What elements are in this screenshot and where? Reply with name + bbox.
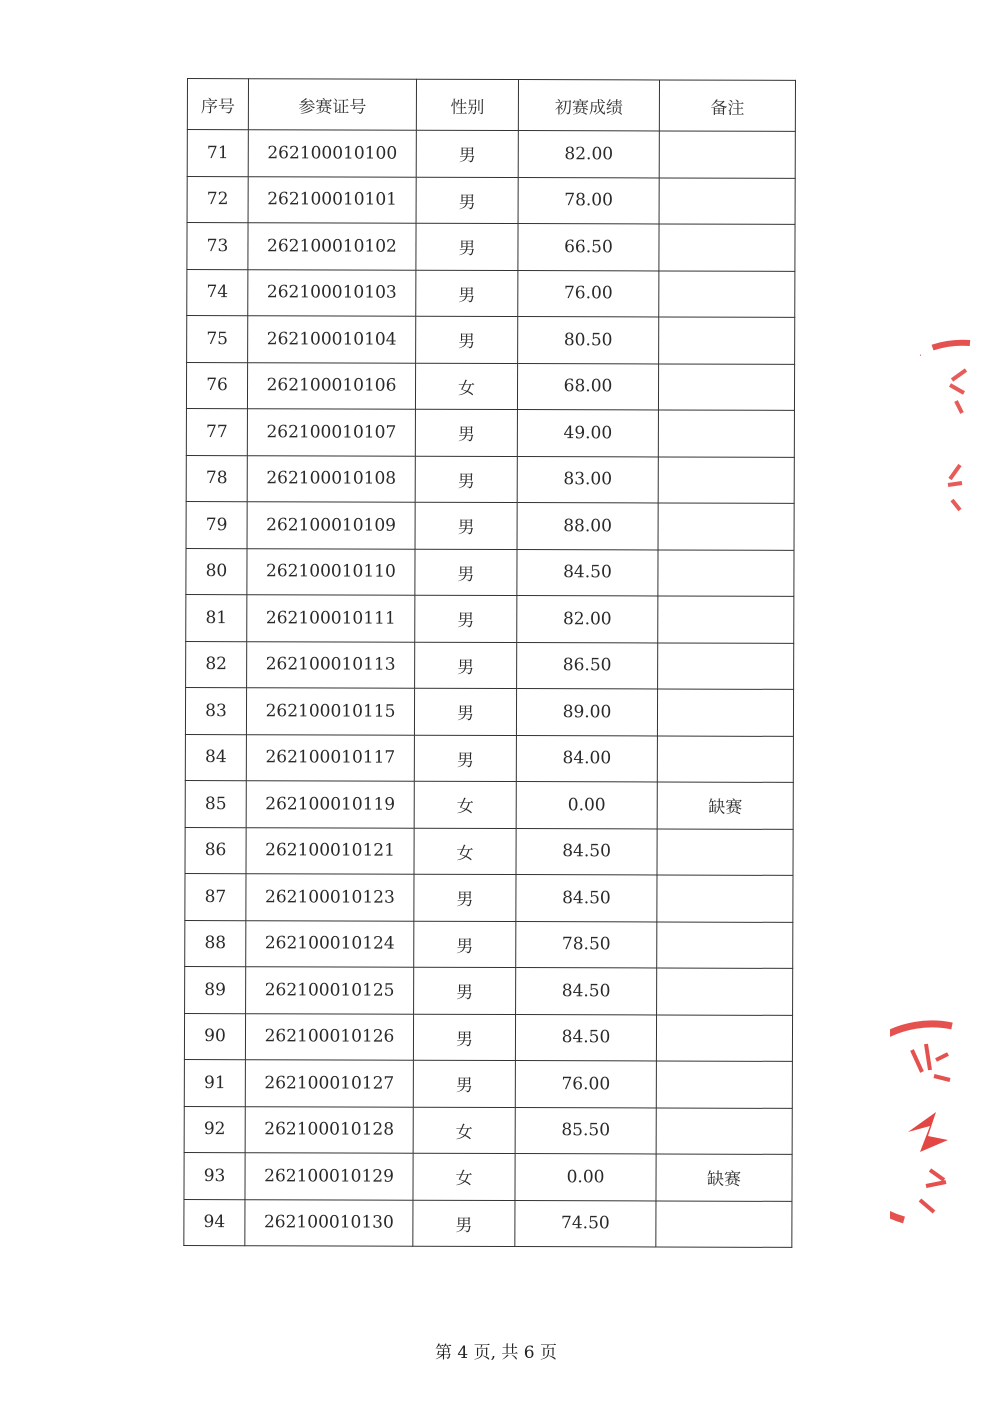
cell-ticket-number: 262100010104 [248, 316, 416, 363]
cell-remarks [658, 642, 794, 689]
cell-index: 72 [187, 176, 248, 223]
table-body [184, 130, 796, 1248]
cell-ticket-number: 262100010101 [248, 176, 416, 223]
cell-score: 85.50 [515, 1107, 656, 1154]
cell-score: 82.00 [517, 596, 658, 643]
table-row [184, 1013, 792, 1061]
cell-score: 82.00 [518, 131, 659, 178]
cell-score: 68.00 [517, 363, 658, 410]
cell-gender: 男 [415, 595, 517, 642]
cell-remarks [657, 968, 793, 1015]
table-row [185, 966, 793, 1014]
cell-remarks [656, 1107, 792, 1154]
cell-index: 92 [184, 1106, 245, 1153]
cell-gender: 男 [415, 409, 517, 456]
cell-score: 83.00 [517, 456, 658, 503]
table-row [186, 641, 794, 689]
cell-gender: 女 [413, 1153, 515, 1200]
cell-index: 80 [186, 548, 247, 595]
cell-index: 87 [185, 873, 246, 920]
cell-gender: 男 [415, 642, 517, 689]
header-remarks: 备注 [659, 80, 795, 131]
cell-gender: 女 [415, 363, 517, 410]
cell-remarks [657, 875, 793, 922]
table-row [186, 455, 794, 503]
cell-score: 76.00 [518, 270, 659, 317]
cell-gender: 男 [415, 456, 517, 503]
cell-score: 66.50 [518, 224, 659, 271]
table-row [187, 269, 795, 317]
cell-ticket-number: 262100010100 [248, 130, 416, 177]
cell-score: 84.50 [515, 1014, 656, 1061]
header-ticket-number: 参赛证号 [248, 79, 416, 131]
cell-remarks: 缺赛 [657, 782, 793, 829]
cell-index: 90 [184, 1013, 245, 1060]
cell-score: 78.00 [518, 177, 659, 224]
cell-index: 93 [184, 1152, 245, 1199]
cell-gender: 男 [414, 967, 516, 1014]
cell-score: 84.50 [516, 968, 657, 1015]
cell-gender: 男 [414, 735, 516, 782]
cell-ticket-number: 262100010124 [246, 920, 414, 967]
cell-index: 94 [184, 1199, 245, 1246]
seal-fragment-bottom [890, 1020, 960, 1230]
cell-ticket-number: 262100010108 [247, 455, 415, 502]
cell-gender: 男 [416, 270, 518, 317]
cell-remarks [657, 828, 793, 875]
cell-gender: 男 [414, 921, 516, 968]
cell-index: 83 [185, 687, 246, 734]
cell-index: 84 [185, 734, 246, 781]
cell-score: 74.50 [515, 1200, 656, 1247]
table-row [184, 1106, 792, 1154]
cell-ticket-number: 262100010123 [246, 874, 414, 921]
cell-gender: 男 [416, 316, 518, 363]
table-row [185, 734, 793, 782]
cell-score: 0.00 [516, 782, 657, 829]
header-index: 序号 [187, 79, 248, 130]
table-row [186, 501, 794, 549]
cell-remarks [659, 317, 795, 364]
cell-score: 84.50 [516, 875, 657, 922]
cell-index: 74 [187, 269, 248, 316]
cell-remarks [659, 270, 795, 317]
cell-remarks [657, 921, 793, 968]
cell-index: 91 [184, 1059, 245, 1106]
seal-stamp-icon [920, 335, 980, 535]
table-row [187, 176, 795, 224]
cell-gender: 男 [413, 1014, 515, 1061]
cell-gender: 男 [413, 1060, 515, 1107]
cell-ticket-number: 262100010129 [245, 1153, 413, 1200]
cell-remarks [656, 1200, 792, 1247]
cell-score: 84.50 [517, 549, 658, 596]
table-row [186, 408, 794, 456]
cell-remarks [658, 549, 794, 596]
cell-score: 84.50 [516, 828, 657, 875]
cell-remarks: 缺赛 [656, 1154, 792, 1201]
cell-remarks [659, 131, 795, 178]
cell-score: 80.50 [518, 317, 659, 364]
cell-score: 78.50 [516, 921, 657, 968]
table-row [186, 594, 794, 642]
table-row [185, 827, 793, 875]
cell-ticket-number: 262100010127 [245, 1060, 413, 1107]
cell-remarks [657, 689, 793, 736]
table-row [185, 920, 793, 968]
cell-gender: 男 [413, 1200, 515, 1247]
cell-ticket-number: 262100010107 [247, 409, 415, 456]
header-preliminary-score: 初赛成绩 [518, 80, 659, 131]
table-row [187, 223, 795, 271]
cell-ticket-number: 262100010111 [247, 595, 415, 642]
cell-index: 89 [185, 966, 246, 1013]
header-gender: 性别 [416, 79, 518, 130]
cell-remarks [658, 456, 794, 503]
cell-index: 82 [186, 641, 247, 688]
cell-score: 0.00 [515, 1154, 656, 1201]
cell-index: 76 [186, 362, 247, 409]
cell-gender: 男 [416, 223, 518, 270]
cell-remarks [657, 735, 793, 782]
cell-score: 86.50 [517, 642, 658, 689]
table-row [187, 316, 795, 364]
cell-ticket-number: 262100010125 [246, 967, 414, 1014]
cell-gender: 男 [415, 502, 517, 549]
cell-ticket-number: 262100010128 [245, 1106, 413, 1153]
table-row [184, 1152, 792, 1200]
table-row [185, 873, 793, 921]
cell-gender: 男 [414, 688, 516, 735]
cell-ticket-number: 262100010109 [247, 502, 415, 549]
table-header [187, 79, 795, 132]
cell-ticket-number: 262100010117 [246, 734, 414, 781]
cell-ticket-number: 262100010130 [245, 1199, 413, 1246]
cell-gender: 男 [416, 177, 518, 224]
table-row [184, 1199, 792, 1247]
table-row [186, 362, 794, 410]
cell-score: 88.00 [517, 503, 658, 550]
table-row [185, 780, 793, 828]
cell-gender: 男 [414, 874, 516, 921]
cell-remarks [656, 1061, 792, 1108]
cell-remarks [658, 503, 794, 550]
cell-index: 88 [185, 920, 246, 967]
cell-index: 79 [186, 501, 247, 548]
seal-stamp-icon [890, 1020, 960, 1230]
cell-remarks [659, 224, 795, 271]
cell-ticket-number: 262100010106 [247, 362, 415, 409]
table-row [184, 1059, 792, 1107]
page-number: 第 4 页, 共 6 页 [434, 1343, 558, 1363]
cell-ticket-number: 262100010126 [245, 1013, 413, 1060]
cell-index: 75 [187, 316, 248, 363]
cell-index: 77 [186, 408, 247, 455]
cell-index: 71 [187, 130, 248, 177]
cell-gender: 女 [413, 1107, 515, 1154]
cell-gender: 男 [415, 549, 517, 596]
header-row [187, 79, 795, 132]
table-row [187, 130, 795, 178]
cell-ticket-number: 262100010103 [248, 269, 416, 316]
cell-gender: 女 [414, 828, 516, 875]
cell-index: 86 [185, 827, 246, 874]
cell-ticket-number: 262100010119 [246, 781, 414, 828]
cell-ticket-number: 262100010115 [246, 688, 414, 735]
table-row [186, 548, 794, 596]
seal-fragment-top [920, 335, 980, 535]
cell-ticket-number: 262100010102 [248, 223, 416, 270]
cell-remarks [656, 1014, 792, 1061]
score-table [183, 78, 796, 1248]
cell-index: 81 [186, 594, 247, 641]
cell-index: 85 [185, 780, 246, 827]
cell-remarks [658, 596, 794, 643]
cell-ticket-number: 262100010113 [247, 641, 415, 688]
cell-remarks [658, 363, 794, 410]
cell-index: 73 [187, 223, 248, 270]
cell-remarks [659, 177, 795, 224]
table-row [185, 687, 793, 735]
cell-score: 76.00 [515, 1061, 656, 1108]
cell-score: 89.00 [516, 689, 657, 736]
cell-index: 78 [186, 455, 247, 502]
cell-gender: 男 [416, 130, 518, 177]
cell-score: 49.00 [517, 410, 658, 457]
cell-ticket-number: 262100010110 [247, 548, 415, 595]
cell-gender: 女 [414, 781, 516, 828]
cell-ticket-number: 262100010121 [246, 827, 414, 874]
cell-remarks [658, 410, 794, 457]
cell-score: 84.00 [516, 735, 657, 782]
